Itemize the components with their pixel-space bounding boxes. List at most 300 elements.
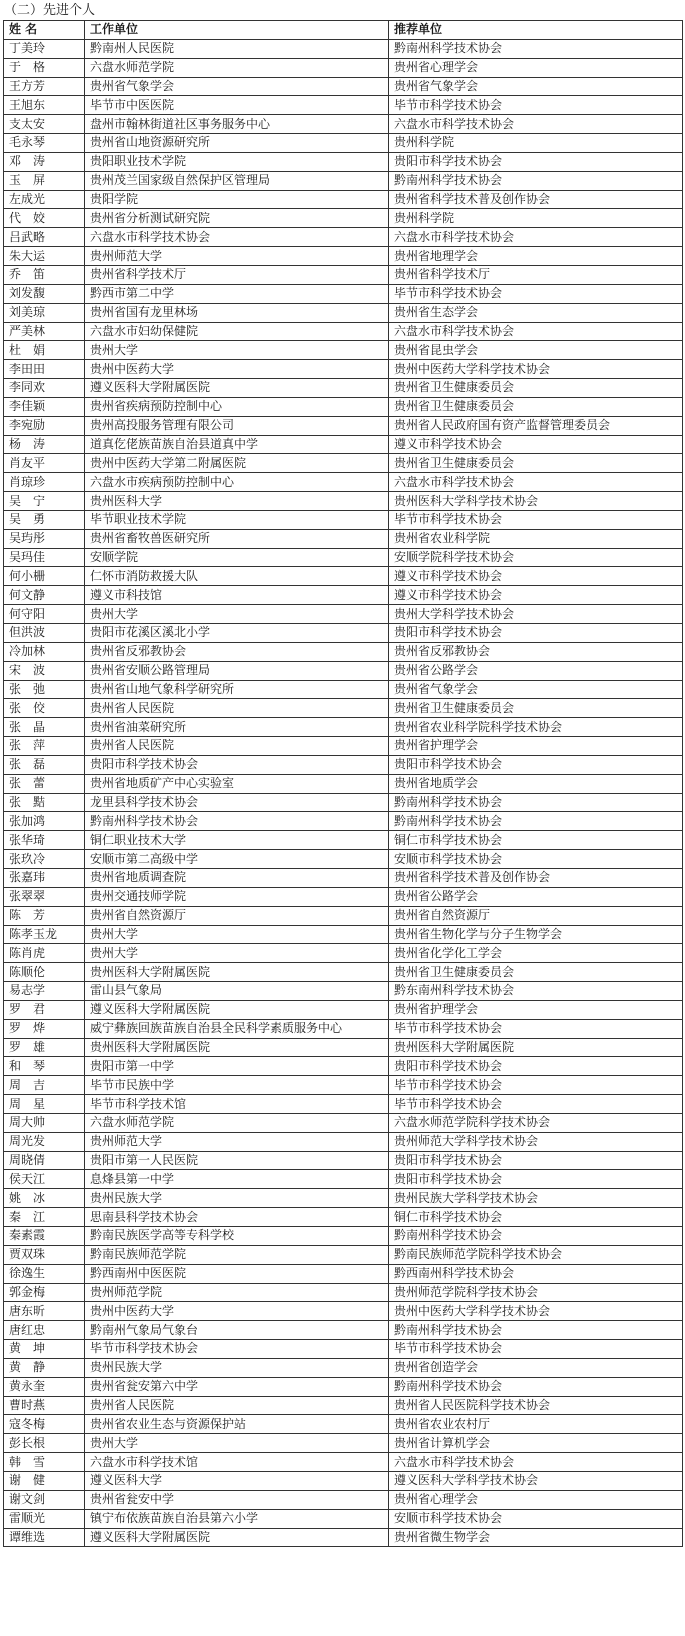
work-unit-cell: 贵州大学: [85, 605, 389, 624]
work-unit-cell: 安顺市第二高级中学: [85, 850, 389, 869]
name-cell: 张玖冷: [4, 850, 85, 869]
recommender-cell: 贵州省护理学会: [389, 737, 683, 756]
table-row: [4, 134, 683, 153]
work-unit-cell: 遵义医科大学附属医院: [85, 1528, 389, 1547]
table-row: [4, 586, 683, 605]
work-unit-cell: 贵州省油菜研究所: [85, 718, 389, 737]
recommender-cell: 贵阳市科学技术协会: [389, 755, 683, 774]
recommender-cell: 毕节市科学技术协会: [389, 510, 683, 529]
recommender-cell: 贵州省卫生健康委员会: [389, 379, 683, 398]
name-cell: 雷顺光: [4, 1509, 85, 1528]
work-unit-cell: 贵州茂兰国家级自然保护区管理局: [85, 171, 389, 190]
work-unit-cell: 贵州省气象学会: [85, 77, 389, 96]
table-row: [4, 1377, 683, 1396]
table-row: [4, 868, 683, 887]
work-unit-cell: 贵州师范大学: [85, 247, 389, 266]
work-unit-cell: 道真仡佬族苗族自治县道真中学: [85, 435, 389, 454]
name-cell: 杨 涛: [4, 435, 85, 454]
recommender-cell: 六盘水市科学技术协会: [389, 473, 683, 492]
name-cell: 罗 雄: [4, 1038, 85, 1057]
name-cell: 郭金梅: [4, 1283, 85, 1302]
table-row: [4, 1490, 683, 1509]
table-row: [4, 492, 683, 511]
table-row: [4, 1038, 683, 1057]
name-cell: 周 吉: [4, 1076, 85, 1095]
name-cell: 张 蕾: [4, 774, 85, 793]
table-row: [4, 96, 683, 115]
table-row: [4, 510, 683, 529]
table-row: [4, 1000, 683, 1019]
recommender-cell: 贵州省自然资源厅: [389, 906, 683, 925]
name-cell: 张 黠: [4, 793, 85, 812]
work-unit-cell: 贵州省地质矿产中心实验室: [85, 774, 389, 793]
name-cell: 张 佼: [4, 699, 85, 718]
table-row: [4, 454, 683, 473]
recommender-cell: 贵阳市科学技术协会: [389, 1057, 683, 1076]
table-row: [4, 322, 683, 341]
work-unit-cell: 息烽县第一中学: [85, 1170, 389, 1189]
name-cell: 秦 江: [4, 1208, 85, 1227]
work-unit-cell: 六盘水市科学技术馆: [85, 1453, 389, 1472]
recommender-cell: 贵州省心理学会: [389, 1490, 683, 1509]
name-cell: 易志学: [4, 982, 85, 1001]
recommender-cell: 贵州科学院: [389, 134, 683, 153]
table-row: [4, 680, 683, 699]
name-cell: 刘发馥: [4, 284, 85, 303]
work-unit-cell: 贵州大学: [85, 1434, 389, 1453]
work-unit-cell: 贵州省瓮安中学: [85, 1490, 389, 1509]
table-row: [4, 548, 683, 567]
work-unit-cell: 贵州省自然资源厅: [85, 906, 389, 925]
work-unit-cell: 黔南州气象局气象台: [85, 1321, 389, 1340]
work-unit-cell: 贵州省山地气象科学研究所: [85, 680, 389, 699]
table-row: [4, 1509, 683, 1528]
recommender-cell: 贵州省昆虫学会: [389, 341, 683, 360]
name-cell: 侯天江: [4, 1170, 85, 1189]
work-unit-cell: 贵阳市第一人民医院: [85, 1151, 389, 1170]
work-unit-cell: 黔西市第二中学: [85, 284, 389, 303]
recommender-cell: 贵州师范大学科学技术协会: [389, 1132, 683, 1151]
recommender-cell: 贵阳市科学技术协会: [389, 1151, 683, 1170]
name-cell: 邓 涛: [4, 152, 85, 171]
table-row: [4, 228, 683, 247]
work-unit-cell: 毕节市科学技术协会: [85, 1340, 389, 1359]
work-unit-cell: 贵阳职业技术学院: [85, 152, 389, 171]
table-row: [4, 265, 683, 284]
work-unit-cell: 毕节职业技术学院: [85, 510, 389, 529]
work-unit-cell: 黔南州人民医院: [85, 39, 389, 58]
name-cell: 黄 坤: [4, 1340, 85, 1359]
work-unit-cell: 镇宁布依族苗族自治县第六小学: [85, 1509, 389, 1528]
table-header-row: [4, 21, 683, 40]
name-cell: 丁美玲: [4, 39, 85, 58]
work-unit-cell: 贵州省反邪教协会: [85, 642, 389, 661]
recommender-cell: 毕节市科学技术协会: [389, 1019, 683, 1038]
table-row: [4, 1321, 683, 1340]
work-unit-cell: 毕节市民族中学: [85, 1076, 389, 1095]
name-cell: 乔 笛: [4, 265, 85, 284]
recommender-cell: 遵义市科学技术协会: [389, 567, 683, 586]
table-row: [4, 793, 683, 812]
recommender-cell: 贵州省卫生健康委员会: [389, 397, 683, 416]
name-cell: 陈肖虎: [4, 944, 85, 963]
table-row: [4, 567, 683, 586]
recommender-cell: 贵州省农业科学院: [389, 529, 683, 548]
name-cell: 何小栅: [4, 567, 85, 586]
name-cell: 吴玛佳: [4, 548, 85, 567]
work-unit-cell: 贵州省畜牧兽医研究所: [85, 529, 389, 548]
table-row: [4, 1113, 683, 1132]
table-row: [4, 303, 683, 322]
table-row: [4, 39, 683, 58]
name-cell: 吴 勇: [4, 510, 85, 529]
work-unit-cell: 遵义市科技馆: [85, 586, 389, 605]
name-cell: 张 磊: [4, 755, 85, 774]
work-unit-cell: 贵阳市第一中学: [85, 1057, 389, 1076]
recommender-cell: 毕节市科学技术协会: [389, 1095, 683, 1114]
table-row: [4, 190, 683, 209]
table-row: [4, 1245, 683, 1264]
recommender-cell: 黔南州科学技术协会: [389, 812, 683, 831]
work-unit-cell: 贵州中医药大学第二附属医院: [85, 454, 389, 473]
recommender-cell: 贵州民族大学科学技术协会: [389, 1189, 683, 1208]
section-title: （二）先进个人: [4, 3, 96, 18]
work-unit-cell: 贵阳学院: [85, 190, 389, 209]
table-row: [4, 718, 683, 737]
table-row: [4, 887, 683, 906]
name-cell: 韩 雪: [4, 1453, 85, 1472]
recommender-cell: 贵州省科学技术厅: [389, 265, 683, 284]
name-cell: 张加鸿: [4, 812, 85, 831]
recommender-cell: 铜仁市科学技术协会: [389, 1208, 683, 1227]
recommender-cell: 贵州中医药大学科学技术协会: [389, 360, 683, 379]
recommender-cell: 遵义市科学技术协会: [389, 435, 683, 454]
recommender-cell: 六盘水市科学技术协会: [389, 322, 683, 341]
name-cell: 秦素霞: [4, 1227, 85, 1246]
work-unit-cell: 仁怀市消防救援大队: [85, 567, 389, 586]
recommender-cell: 贵州省农业科学院科学技术协会: [389, 718, 683, 737]
recommender-cell: 贵州省人民政府国有资产监督管理委员会: [389, 416, 683, 435]
name-cell: 罗 烨: [4, 1019, 85, 1038]
recommender-cell: 贵州省农业农村厅: [389, 1415, 683, 1434]
table-row: [4, 699, 683, 718]
name-cell: 唐东昕: [4, 1302, 85, 1321]
name-cell: 陈 芳: [4, 906, 85, 925]
recommender-cell: 贵州省公路学会: [389, 661, 683, 680]
work-unit-cell: 贵州省山地资源研究所: [85, 134, 389, 153]
name-cell: 黄永奎: [4, 1377, 85, 1396]
work-unit-cell: 贵州省科学技术厅: [85, 265, 389, 284]
recommender-cell: 毕节市科学技术协会: [389, 1340, 683, 1359]
name-cell: 毛永琴: [4, 134, 85, 153]
name-cell: 支太安: [4, 115, 85, 134]
name-cell: 但洪波: [4, 624, 85, 643]
name-cell: 玉 屏: [4, 171, 85, 190]
table-row: [4, 605, 683, 624]
header-name: 姓 名: [4, 21, 85, 40]
recommender-cell: 黔南州科学技术协会: [389, 1321, 683, 1340]
table-row: [4, 1471, 683, 1490]
table-row: [4, 831, 683, 850]
name-cell: 周 星: [4, 1095, 85, 1114]
recommender-cell: 贵州医科大学科学技术协会: [389, 492, 683, 511]
work-unit-cell: 贵州交通技师学院: [85, 887, 389, 906]
table-row: [4, 1132, 683, 1151]
work-unit-cell: 六盘水市疾病预防控制中心: [85, 473, 389, 492]
work-unit-cell: 贵州省分析测试研究院: [85, 209, 389, 228]
name-cell: 杜 娟: [4, 341, 85, 360]
work-unit-cell: 贵州省人民医院: [85, 699, 389, 718]
recommender-cell: 贵州省护理学会: [389, 1000, 683, 1019]
name-cell: 姚 冰: [4, 1189, 85, 1208]
name-cell: 吴 宁: [4, 492, 85, 511]
recommender-cell: 贵州省卫生健康委员会: [389, 699, 683, 718]
table-row: [4, 812, 683, 831]
recommender-cell: 黔西南州科学技术协会: [389, 1264, 683, 1283]
recommender-cell: 贵州省化学化工学会: [389, 944, 683, 963]
recommender-cell: 黔南州科学技术协会: [389, 1377, 683, 1396]
work-unit-cell: 六盘水市妇幼保健院: [85, 322, 389, 341]
header-work-unit: 工作单位: [85, 21, 389, 40]
recommender-cell: 安顺市科学技术协会: [389, 1509, 683, 1528]
name-cell: 王方芳: [4, 77, 85, 96]
name-cell: 张 晶: [4, 718, 85, 737]
recommender-cell: 贵州省卫生健康委员会: [389, 963, 683, 982]
name-cell: 左成光: [4, 190, 85, 209]
recommender-cell: 黔东南州科学技术协会: [389, 982, 683, 1001]
work-unit-cell: 贵州大学: [85, 925, 389, 944]
recommender-cell: 贵州省心理学会: [389, 58, 683, 77]
work-unit-cell: 龙里县科学技术协会: [85, 793, 389, 812]
work-unit-cell: 黔南民族医学高等专科学校: [85, 1227, 389, 1246]
table-row: [4, 925, 683, 944]
recommender-cell: 遵义医科大学科学技术协会: [389, 1471, 683, 1490]
table-row: [4, 209, 683, 228]
table-row: [4, 1415, 683, 1434]
table-row: [4, 944, 683, 963]
table-row: [4, 774, 683, 793]
work-unit-cell: 贵州省安顺公路管理局: [85, 661, 389, 680]
recommender-cell: 贵州省气象学会: [389, 680, 683, 699]
name-cell: 王旭东: [4, 96, 85, 115]
work-unit-cell: 盘州市翰林街道社区事务服务中心: [85, 115, 389, 134]
name-cell: 何文静: [4, 586, 85, 605]
recommender-cell: 贵州省地质学会: [389, 774, 683, 793]
work-unit-cell: 贵州省瓮安第六中学: [85, 1377, 389, 1396]
work-unit-cell: 铜仁职业技术大学: [85, 831, 389, 850]
work-unit-cell: 思南县科学技术协会: [85, 1208, 389, 1227]
work-unit-cell: 贵阳市花溪区溪北小学: [85, 624, 389, 643]
work-unit-cell: 贵州省人民医院: [85, 737, 389, 756]
work-unit-cell: 威宁彝族回族苗族自治县全民科学素质服务中心: [85, 1019, 389, 1038]
work-unit-cell: 贵州省农业生态与资源保护站: [85, 1415, 389, 1434]
table-row: [4, 850, 683, 869]
table-row: [4, 642, 683, 661]
name-cell: 周晓倩: [4, 1151, 85, 1170]
recommender-cell: 毕节市科学技术协会: [389, 96, 683, 115]
name-cell: 寇冬梅: [4, 1415, 85, 1434]
name-cell: 徐逸生: [4, 1264, 85, 1283]
name-cell: 朱大运: [4, 247, 85, 266]
work-unit-cell: 贵州民族大学: [85, 1358, 389, 1377]
recommender-cell: 铜仁市科学技术协会: [389, 831, 683, 850]
name-cell: 李同欢: [4, 379, 85, 398]
recommender-cell: 贵州省创造学会: [389, 1358, 683, 1377]
work-unit-cell: 黔南民族师范学院: [85, 1245, 389, 1264]
name-cell: 谭维选: [4, 1528, 85, 1547]
work-unit-cell: 黔南州科学技术协会: [85, 812, 389, 831]
work-unit-cell: 贵州省人民医院: [85, 1396, 389, 1415]
name-cell: 张翠翠: [4, 887, 85, 906]
name-cell: 李宛励: [4, 416, 85, 435]
table-row: [4, 247, 683, 266]
recommender-cell: 贵州省地理学会: [389, 247, 683, 266]
table-row: [4, 341, 683, 360]
name-cell: 曹时燕: [4, 1396, 85, 1415]
table-row: [4, 1340, 683, 1359]
work-unit-cell: 贵州民族大学: [85, 1189, 389, 1208]
work-unit-cell: 贵州高投服务管理有限公司: [85, 416, 389, 435]
recommender-cell: 遵义市科学技术协会: [389, 586, 683, 605]
work-unit-cell: 六盘水师范学院: [85, 1113, 389, 1132]
table-row: [4, 963, 683, 982]
recommender-cell: 贵州中医药大学科学技术协会: [389, 1302, 683, 1321]
table-row: [4, 1396, 683, 1415]
recommender-cell: 贵州省气象学会: [389, 77, 683, 96]
table-row: [4, 982, 683, 1001]
work-unit-cell: 贵州大学: [85, 944, 389, 963]
work-unit-cell: 毕节市科学技术馆: [85, 1095, 389, 1114]
name-cell: 陈孝玉龙: [4, 925, 85, 944]
name-cell: 肖友平: [4, 454, 85, 473]
recommender-cell: 贵阳市科学技术协会: [389, 1170, 683, 1189]
work-unit-cell: 雷山县气象局: [85, 982, 389, 1001]
table-row: [4, 77, 683, 96]
name-cell: 周光发: [4, 1132, 85, 1151]
work-unit-cell: 安顺学院: [85, 548, 389, 567]
work-unit-cell: 贵州省疾病预防控制中心: [85, 397, 389, 416]
name-cell: 吴玙彤: [4, 529, 85, 548]
name-cell: 周大帅: [4, 1113, 85, 1132]
work-unit-cell: 贵州省地质调查院: [85, 868, 389, 887]
table-row: [4, 435, 683, 454]
name-cell: 肖琼珍: [4, 473, 85, 492]
work-unit-cell: 贵州医科大学附属医院: [85, 963, 389, 982]
table-row: [4, 58, 683, 77]
recommender-cell: 贵州省微生物学会: [389, 1528, 683, 1547]
name-cell: 张 弛: [4, 680, 85, 699]
name-cell: 贾双珠: [4, 1245, 85, 1264]
recommender-cell: 黔南州科学技术协会: [389, 171, 683, 190]
name-cell: 刘美琼: [4, 303, 85, 322]
recommender-cell: 贵州省科学技术普及创作协会: [389, 868, 683, 887]
table-row: [4, 1019, 683, 1038]
table-row: [4, 1095, 683, 1114]
recommender-cell: 六盘水市科学技术协会: [389, 115, 683, 134]
table-body: [4, 39, 683, 1547]
table-row: [4, 1151, 683, 1170]
table-row: [4, 529, 683, 548]
work-unit-cell: 黔西南州中医医院: [85, 1264, 389, 1283]
recommender-cell: 贵州大学科学技术协会: [389, 605, 683, 624]
recommender-cell: 六盘水市科学技术协会: [389, 1453, 683, 1472]
name-cell: 张华琦: [4, 831, 85, 850]
name-cell: 李佳颖: [4, 397, 85, 416]
name-cell: 严美林: [4, 322, 85, 341]
table-row: [4, 1189, 683, 1208]
recommender-cell: 黔南州科学技术协会: [389, 793, 683, 812]
recommender-cell: 贵州医科大学附属医院: [389, 1038, 683, 1057]
table-row: [4, 1358, 683, 1377]
table-row: [4, 1170, 683, 1189]
work-unit-cell: 遵义医科大学附属医院: [85, 379, 389, 398]
recommender-cell: 贵州省反邪教协会: [389, 642, 683, 661]
table-row: [4, 360, 683, 379]
recommender-cell: 毕节市科学技术协会: [389, 284, 683, 303]
recommender-cell: 贵州师范学院科学技术协会: [389, 1283, 683, 1302]
recommender-cell: 黔南州科学技术协会: [389, 1227, 683, 1246]
recommender-cell: 贵州省科学技术普及创作协会: [389, 190, 683, 209]
recommender-cell: 安顺学院科学技术协会: [389, 548, 683, 567]
recommender-cell: 六盘水市科学技术协会: [389, 228, 683, 247]
name-cell: 谢 健: [4, 1471, 85, 1490]
recommender-cell: 毕节市科学技术协会: [389, 1076, 683, 1095]
table-row: [4, 473, 683, 492]
recommender-cell: 贵州省卫生健康委员会: [389, 454, 683, 473]
table-row: [4, 416, 683, 435]
recommender-cell: 贵州省计算机学会: [389, 1434, 683, 1453]
table-row: [4, 1264, 683, 1283]
name-cell: 吕武略: [4, 228, 85, 247]
name-cell: 黄 静: [4, 1358, 85, 1377]
work-unit-cell: 六盘水市科学技术协会: [85, 228, 389, 247]
table-row: [4, 1434, 683, 1453]
table-row: [4, 115, 683, 134]
name-cell: 代 姣: [4, 209, 85, 228]
table-row: [4, 1076, 683, 1095]
name-cell: 和 琴: [4, 1057, 85, 1076]
table-row: [4, 906, 683, 925]
table-row: [4, 152, 683, 171]
name-cell: 陈顺伦: [4, 963, 85, 982]
table-row: [4, 1528, 683, 1547]
table-row: [4, 397, 683, 416]
table-row: [4, 1453, 683, 1472]
name-cell: 谢文剑: [4, 1490, 85, 1509]
recommender-cell: 贵州省生态学会: [389, 303, 683, 322]
work-unit-cell: 贵州医科大学附属医院: [85, 1038, 389, 1057]
work-unit-cell: 贵州省国有龙里林场: [85, 303, 389, 322]
table-row: [4, 379, 683, 398]
table-row: [4, 661, 683, 680]
work-unit-cell: 贵州师范大学: [85, 1132, 389, 1151]
recommender-cell: 贵州省公路学会: [389, 887, 683, 906]
recommender-cell: 黔南州科学技术协会: [389, 39, 683, 58]
recommender-cell: 贵阳市科学技术协会: [389, 152, 683, 171]
recommender-cell: 贵州省生物化学与分子生物学会: [389, 925, 683, 944]
name-cell: 张嘉玮: [4, 868, 85, 887]
table-row: [4, 1208, 683, 1227]
work-unit-cell: 毕节市中医医院: [85, 96, 389, 115]
recommender-cell: 六盘水师范学院科学技术协会: [389, 1113, 683, 1132]
table-row: [4, 1227, 683, 1246]
work-unit-cell: 贵阳市科学技术协会: [85, 755, 389, 774]
table-row: [4, 1302, 683, 1321]
name-cell: 于 格: [4, 58, 85, 77]
table-row: [4, 755, 683, 774]
recommender-cell: 黔南民族师范学院科学技术协会: [389, 1245, 683, 1264]
name-cell: 彭长根: [4, 1434, 85, 1453]
